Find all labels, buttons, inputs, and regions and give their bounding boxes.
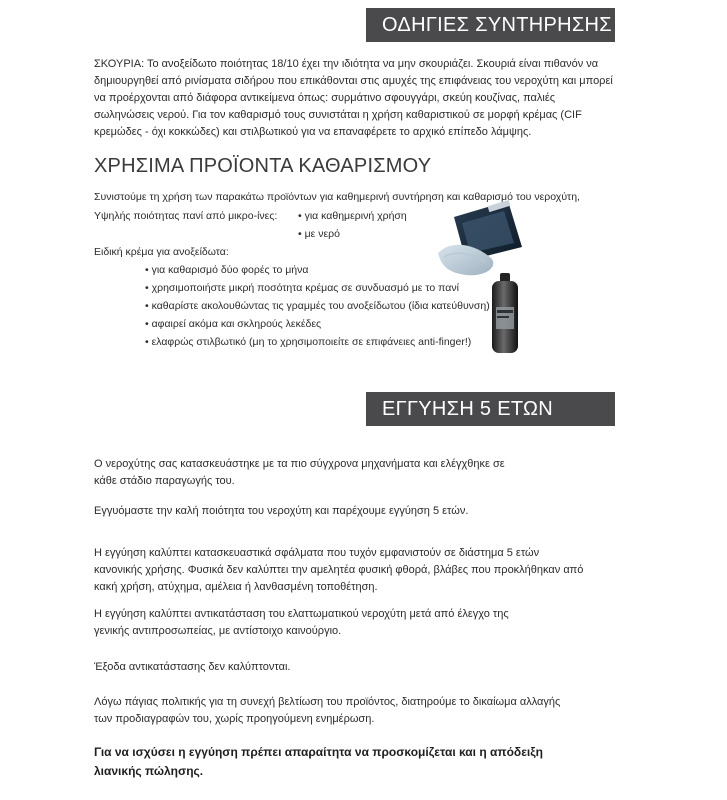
rust-paragraph [94, 56, 614, 141]
cream-bullet: • χρησιμοποιήστε μικρή ποσότητα κρέμας σε συνδυασμό με το πανί [145, 282, 459, 294]
warranty-paragraph: Έξοδα αντικατάστασης δεν καλύπτονται. [94, 661, 291, 673]
warranty-paragraph: Η εγγύηση καλύπτει αντικατάσταση του ελαττωματικού νεροχύτη μετά από έλεγχο της γενικής αντιπροσωπείας, με αντίστοιχο καινούργιο. [94, 608, 509, 637]
maintenance-header [366, 8, 615, 42]
cloth-bullet: • για καθημερινή χρήση [298, 210, 407, 222]
cream-bullet: • ελαφρώς στιλβωτικό (μη το χρησιμοποιείτε σε επιφάνειες anti-finger!) [145, 336, 472, 348]
cleaning-products-photo [436, 195, 546, 355]
cream-bullet: • για καθαρισμό δύο φορές το μήνα [145, 264, 309, 276]
products-title: ΧΡΗΣΙΜΑ ΠΡΟΪΟΝΤΑ ΚΑΘΑΡΙΣΜΟΥ [94, 155, 432, 177]
warranty-paragraph: Ο νεροχύτης σας κατασκευάστηκε με τα πιο σύγχρονα μηχανήματα και ελέγχθηκε σε κάθε στάδιο παραγωγής του. [94, 458, 505, 487]
cream-label: Ειδική κρέμα για ανοξείδωτα: [94, 246, 229, 258]
warranty-paragraph: Η εγγύηση καλύπτει κατασκευαστικά σφάλματα που τυχόν εμφανιστούν σε διάστημα 5 ετών κανονικής χρήσης. Φυσικά δεν καλύπτει την αμελητέα φυσική φθορά, βλάβες που προκλήθηκαν από κακή χρήση, ατύχημα, αμέλεια ή λανθασμένη τοποθέτηση. [94, 547, 584, 593]
cleaning-cream-bottle-image [492, 273, 518, 353]
warranty-paragraph: Λόγω πάγιας πολιτικής για τη συνεχή βελτίωση του προϊόντος, διατηρούμε το δικαίωμα αλλαγής των προδιαγραφών του, χωρίς προηγούμενη ενημέρωση. [94, 696, 561, 725]
warranty-bold-note: Για να ισχύσει η εγγύηση πρέπει απαραίτητα να προσκομίζεται και η απόδειξη λιανικής πώλησης. [94, 745, 543, 778]
maintenance-header-text: ΟΔΗΓΙΕΣ ΣΥΝΤΗΡΗΣΗΣ [382, 13, 612, 36]
cloth-bullet: • με νερό [298, 228, 340, 240]
warranty-header [366, 392, 615, 426]
rust-text: Το ανοξείδωτο ποιότητας 18/10 έχει την ιδιότητα να μην σκουριάζει. Σκουριά είναι πιθανόν να δημιουργηθεί από ρινίσματα σιδήρου που επικάθονται στις αμυχές της επιφάνειας του νεροχύτη και μπορεί να προέρχονται από διάφορα αντικείμενα όπως: συρμάτινο σφουγγάρι, σκεύη κουζίνας, παλιές σωληνώσεις νερού. Για τον καθαρισμό τους συνιστάται η χρήση καθαριστικού σε μορφή κρέμας (CIF κρεμώδες - όχι κοκκώδες) και στιλβωτικού για να επαναφέρετε το αρχικό επίπεδο λάμψης. [94, 58, 613, 138]
products-intro: Συνιστούμε τη χρήση των παρακάτω προϊόντων για καθημερινή συντήρηση και καθαρισμό του νεροχύτη, [94, 191, 580, 203]
microfiber-cloth-image [438, 200, 522, 275]
cream-bullet: • καθαρίστε ακολουθώντας τις γραμμές του ανοξείδωτου (ίδια κατεύθυνση) [145, 300, 490, 312]
rust-label: ΣΚΟΥΡΙΑ: [94, 58, 145, 70]
cloth-label: Υψηλής ποιότητας πανί από μικρο-ίνες: [94, 210, 278, 222]
warranty-paragraph: Εγγυόμαστε την καλή ποιότητα του νεροχύτη και παρέχουμε εγγύηση 5 ετών. [94, 505, 469, 517]
cream-bullet: • αφαιρεί ακόμα και σκληρούς λεκέδες [145, 318, 322, 330]
warranty-header-text: ΕΓΓΥΗΣΗ 5 ΕΤΩΝ [382, 397, 553, 420]
